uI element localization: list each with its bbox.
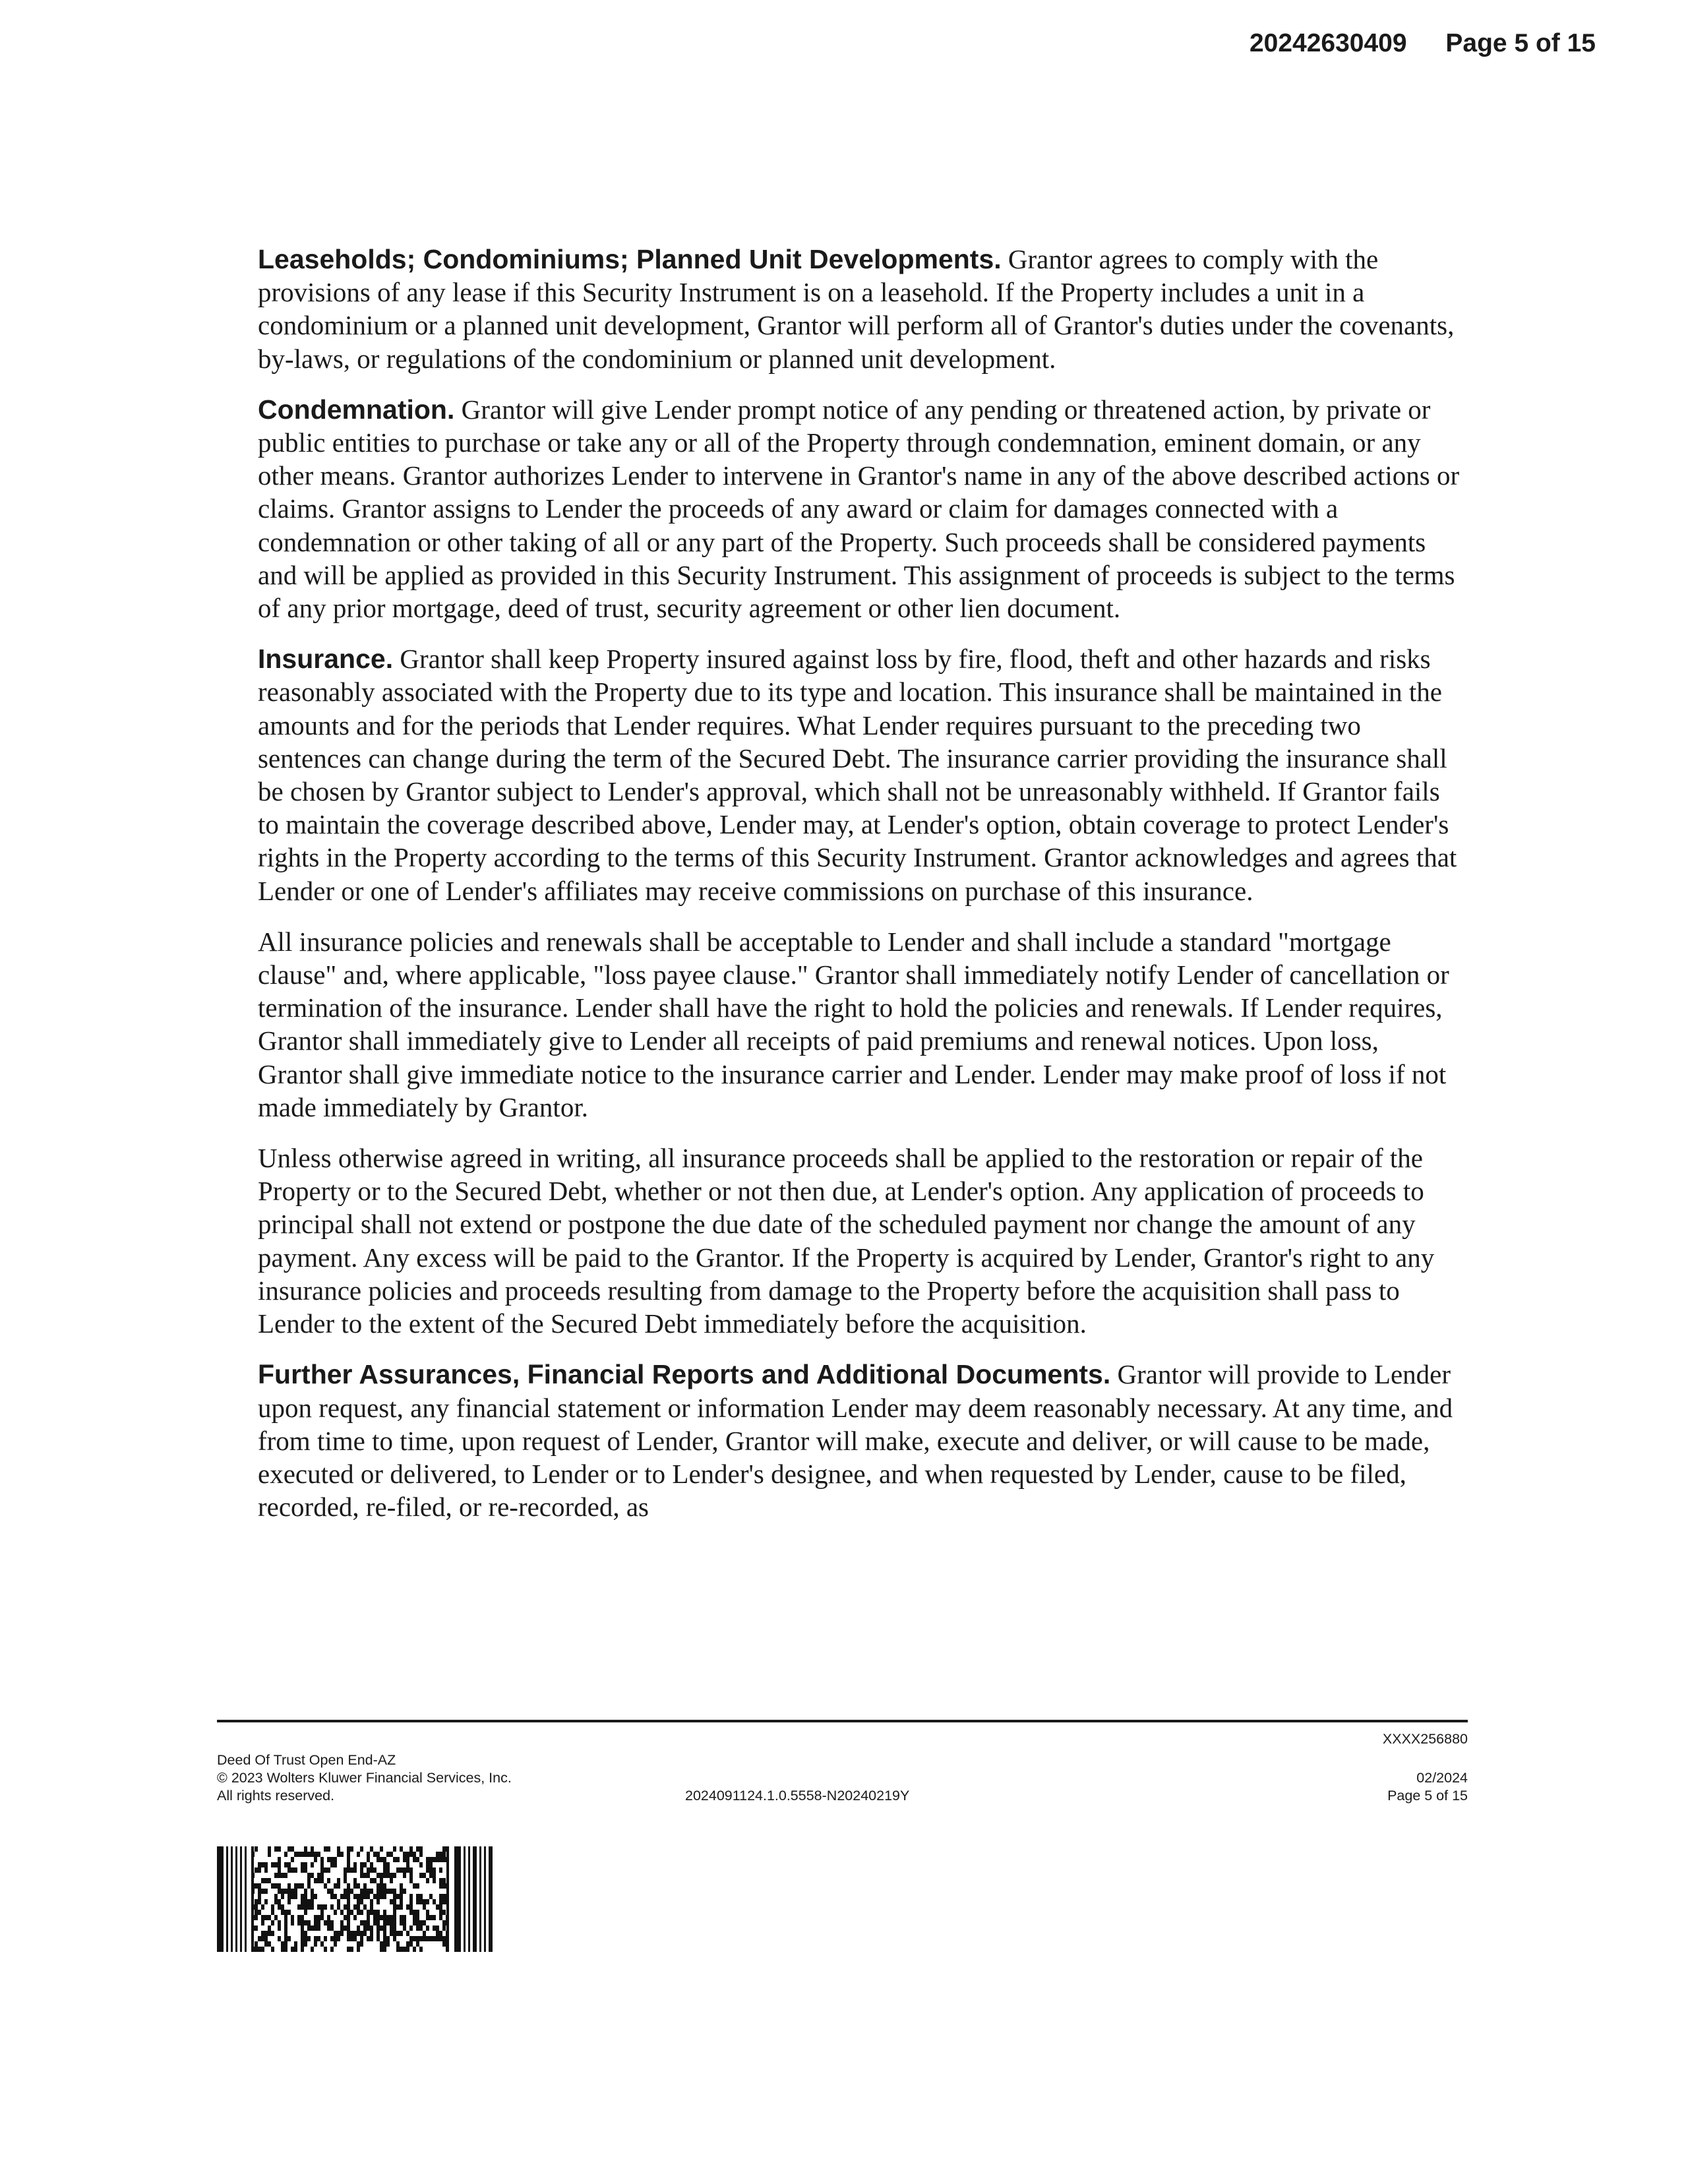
- paragraph-text: Grantor shall keep Property insured against loss by fire, flood, theft and other hazards and risks reasonably associated with the Property due to its type and location. This insurance shall be maintained in the amounts and for the periods that Lender requires. What Lender requires pursuant to the preceding two sentences can change during the term of the Secured Debt. The insurance carrier providing the insurance shall be chosen by Grantor subject to Lender's approval, which shall not be unreasonably withheld. If Grantor fails to maintain the coverage described above, Lender may, at Lender's option, obtain coverage to protect Lender's rights in the Property according to the terms of this Security Instrument. Grantor acknowledges and agrees that Lender or one of Lender's affiliates may receive commissions on purchase of this insurance.: [258, 644, 1457, 906]
- section-heading: Condemnation.: [258, 394, 455, 425]
- paragraph-text: Unless otherwise agreed in writing, all insurance proceeds shall be applied to the restoration or repair of the Property or to the Secured Debt, whether or not then due, at Lender's option. Any application of proceeds to principal shall not extend or postpone the due date of the scheduled payment nor change the amount of any payment. Any excess will be paid to the Grantor. If the Property is acquired by Lender, Grantor's right to any insurance policies and proceeds resulting from damage to the Property before the acquisition shall pass to Lender to the extent of the Secured Debt immediately before the acquisition.: [258, 1143, 1435, 1339]
- copyright-notice: © 2023 Wolters Kluwer Financial Services, Inc.: [217, 1770, 512, 1786]
- document-body: [258, 243, 1466, 1541]
- paragraph-leaseholds: [258, 243, 1466, 375]
- paragraph-insurance-proceeds: [258, 1141, 1466, 1340]
- footer-form-info: [217, 1751, 512, 1805]
- form-name: Deed Of Trust Open End-AZ: [217, 1752, 396, 1768]
- paragraph-text: Grantor agrees to comply with the provisions of any lease if this Security Instrument is on a leasehold. If the Property includes a unit in a condominium or a planned unit development, Grantor will perform all of Grantor's duties under the covenants, by-laws, or regulations of the condominium or planned unit development.: [258, 244, 1455, 374]
- footer-form-code: 2024091124.1.0.5558-N20240219Y: [685, 1788, 910, 1804]
- rights-notice: All rights reserved.: [217, 1788, 335, 1804]
- footer-page-number: Page 5 of 15: [1387, 1788, 1468, 1804]
- paragraph-insurance-policies: [258, 925, 1466, 1124]
- section-heading: Leaseholds; Condominiums; Planned Unit Developments.: [258, 244, 1002, 274]
- paragraph-text: Grantor will give Lender prompt notice of any pending or threatened action, by private or public entities to purchase or take any or all of the Property through condemnation, eminent domain, or any other means. Grantor authorizes Lender to intervene in Grantor's name in any of the above described actions or claims. Grantor assigns to Lender the proceeds of any award or claim for damages connected with a condemnation or other taking of all or any part of the Property. Such proceeds shall be considered payments and will be applied as provided in this Security Instrument. This assignment of proceeds is subject to the terms of any prior mortgage, deed of trust, security agreement or other lien document.: [258, 394, 1460, 624]
- page-footer: [217, 1724, 1468, 1809]
- pdf417-barcode-icon: [217, 1846, 494, 1952]
- section-heading: Further Assurances, Financial Reports and Additional Documents.: [258, 1359, 1111, 1390]
- paragraph-text: Grantor will provide to Lender upon request, any financial statement or information Lender may deem reasonably necessary. At any time, and from time to time, upon request of Lender, Grantor will make, execute and deliver, or will cause to be made, executed or delivered, to Lender or to Lender's designee, and when requested by Lender, cause to be filed, recorded, re-filed, or re-recorded, as: [258, 1359, 1453, 1523]
- loan-number: XXXX256880: [1382, 1731, 1468, 1747]
- paragraph-further-assurances: [258, 1358, 1466, 1523]
- footer-reference: [1383, 1730, 1468, 1805]
- paragraph-text: All insurance policies and renewals shall be acceptable to Lender and shall include a standard "mortgage clause" and, where applicable, "loss payee clause." Grantor shall immediately notify Lender of cancellation or termination of the insurance. Lender shall have the right to hold the policies and renewals. If Lender requires, Grantor shall immediately give to Lender all receipts of paid premiums and renewal notices. Upon loss, Grantor shall give immediate notice to the insurance carrier and Lender. Lender may make proof of loss if not made immediately by Grantor.: [258, 926, 1449, 1122]
- paragraph-condemnation: [258, 393, 1466, 624]
- footer-divider: [217, 1720, 1468, 1722]
- document-number: 20242630409: [1249, 29, 1407, 57]
- section-heading: Insurance.: [258, 644, 394, 675]
- paragraph-insurance: [258, 642, 1466, 907]
- header-page-number: Page 5 of 15: [1445, 29, 1596, 57]
- page-header: [1250, 29, 1596, 58]
- form-date: 02/2024: [1416, 1770, 1468, 1786]
